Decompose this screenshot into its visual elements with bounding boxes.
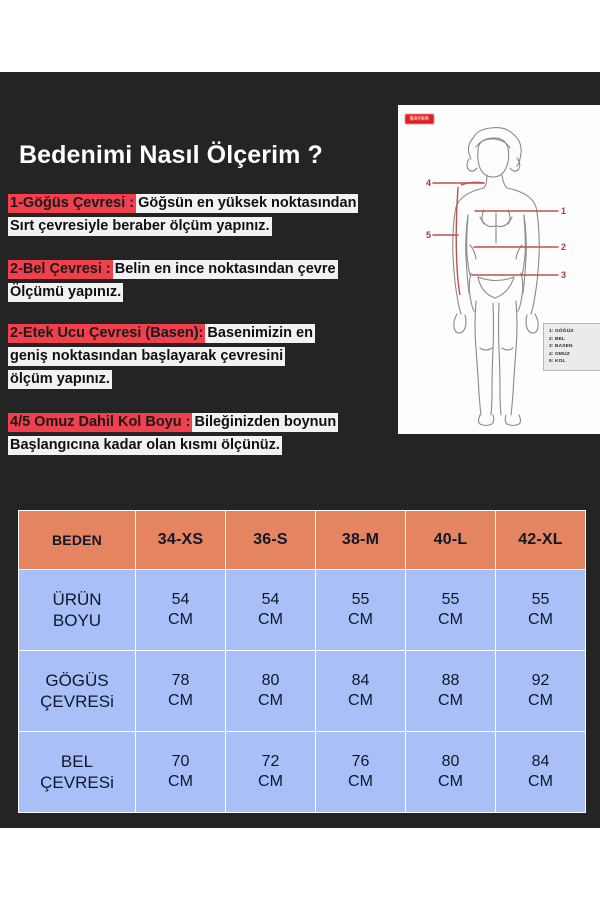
cell-unit: CM — [528, 692, 553, 709]
marker-1: 1 — [561, 206, 567, 216]
cell-value: 76 — [351, 753, 370, 770]
cell-unit: CM — [528, 611, 553, 628]
instruction-text-continued: Sırt çevresiyle beraber ölçüm yapınız. — [10, 218, 270, 234]
row-label-urun-boyu — [19, 570, 136, 651]
legend-item-gogus: 1: GÖĞÜS — [549, 329, 574, 334]
instruction-text: Bileğinizden boynun — [194, 414, 337, 430]
legend-item-basen: 3: BASEN — [549, 344, 573, 350]
cell-value: 72 — [261, 753, 280, 770]
table-cell — [226, 732, 316, 813]
size-chart-table — [18, 510, 586, 813]
instruction-text-continued: Ölçümü yapınız. — [10, 284, 122, 300]
instruction-block-sleeve — [8, 411, 400, 457]
table-header-36s: 36-S — [226, 511, 316, 570]
instruction-text-continued: ölçüm yapınız. — [10, 371, 110, 387]
legend-item-kol: 5: KOL — [549, 359, 566, 365]
row-label-line1: ÜRÜN — [52, 590, 102, 609]
table-cell — [496, 651, 586, 732]
table-cell — [136, 570, 226, 651]
table-cell — [496, 732, 586, 813]
row-label-gogus-cevresi — [19, 651, 136, 732]
cell-unit: CM — [168, 611, 193, 628]
instruction-text: Göğsün en yüksek noktasından — [138, 195, 357, 211]
row-label-line1: BEL — [60, 752, 94, 771]
marker-2: 2 — [561, 242, 567, 252]
cell-unit: CM — [168, 773, 193, 790]
instruction-block-waist — [8, 258, 400, 304]
instruction-line — [8, 322, 400, 345]
instruction-line — [8, 345, 400, 368]
table-header-beden: BEDEN — [19, 511, 136, 570]
cell-value: 80 — [261, 672, 280, 689]
legend-item-bel: 2: BEL — [549, 336, 566, 342]
table-header-40l: 40-L — [406, 511, 496, 570]
table-cell — [406, 570, 496, 651]
instruction-line — [8, 192, 400, 215]
cell-unit: CM — [348, 611, 373, 628]
table-cell — [316, 732, 406, 813]
instruction-label: 1-Göğüs Çevresi : — [10, 195, 135, 211]
instruction-text-continued: geniş noktasından başlayarak çevresini — [10, 348, 284, 364]
cell-value: 55 — [441, 591, 460, 608]
instruction-line — [8, 281, 400, 304]
table-header-row — [19, 511, 586, 570]
cell-unit: CM — [528, 773, 553, 790]
cell-value: 55 — [351, 591, 370, 608]
instruction-line — [8, 434, 400, 457]
cell-value: 92 — [531, 672, 550, 689]
instruction-line — [8, 411, 400, 434]
instruction-line — [8, 215, 400, 238]
marker-4: 4 — [426, 178, 432, 188]
cell-unit: CM — [168, 692, 193, 709]
cell-unit: CM — [348, 773, 373, 790]
instruction-text-continued: Başlangıcına kadar olan kısmı ölçünüz. — [10, 437, 280, 453]
instruction-line — [8, 258, 400, 281]
table-header-42xl: 42-XL — [496, 511, 586, 570]
cell-value: 70 — [171, 753, 190, 770]
instruction-text: Basenimizin en — [207, 325, 313, 341]
row-label-line2: ÇEVRESi — [40, 773, 114, 792]
page-title: Bedenimi Nasıl Ölçerim ? — [19, 141, 323, 169]
row-label-line1: GÖGÜS — [45, 671, 109, 690]
marker-3: 3 — [561, 270, 567, 280]
table-cell — [226, 570, 316, 651]
table-header-34xs: 34-XS — [136, 511, 226, 570]
instruction-line — [8, 368, 400, 391]
cell-value: 54 — [171, 591, 190, 608]
row-label-line2: BOYU — [52, 611, 102, 630]
row-label-bel-cevresi — [19, 732, 136, 813]
table-cell — [496, 570, 586, 651]
cell-value: 80 — [441, 753, 460, 770]
cell-unit: CM — [258, 773, 283, 790]
cell-value: 84 — [351, 672, 370, 689]
marker-5: 5 — [426, 230, 432, 240]
cell-unit: CM — [438, 611, 463, 628]
cell-unit: CM — [258, 692, 283, 709]
cell-value: 84 — [531, 753, 550, 770]
body-measurement-diagram — [398, 105, 600, 434]
table-cell — [226, 651, 316, 732]
table-row — [19, 651, 586, 732]
table-cell — [136, 651, 226, 732]
instruction-label: 2-Etek Ucu Çevresi (Basen): — [10, 325, 204, 341]
diagram-legend — [543, 323, 600, 371]
instruction-label: 4/5 Omuz Dahil Kol Boyu : — [10, 414, 191, 430]
table-cell — [316, 570, 406, 651]
cell-unit: CM — [438, 773, 463, 790]
table-cell — [406, 732, 496, 813]
cell-unit: CM — [438, 692, 463, 709]
row-label-line2: ÇEVRESi — [40, 692, 114, 711]
bayan-badge: BAYAN — [405, 114, 434, 124]
table-cell — [136, 732, 226, 813]
instruction-text: Belin en ince noktasından çevre — [114, 261, 336, 277]
legend-item-omuz: 4: OMUZ — [549, 351, 570, 357]
female-figure-illustration — [398, 105, 600, 434]
cell-value: 78 — [171, 672, 190, 689]
cell-value: 54 — [261, 591, 280, 608]
instruction-block-bust — [8, 192, 400, 238]
cell-unit: CM — [348, 692, 373, 709]
table-row — [19, 732, 586, 813]
table-cell — [406, 651, 496, 732]
instruction-label: 2-Bel Çevresi : — [10, 261, 111, 277]
cell-value: 88 — [441, 672, 460, 689]
instruction-block-hip — [8, 322, 400, 391]
table-header-38m: 38-M — [316, 511, 406, 570]
cell-unit: CM — [258, 611, 283, 628]
cell-value: 55 — [531, 591, 550, 608]
table-cell — [316, 651, 406, 732]
table-row — [19, 570, 586, 651]
